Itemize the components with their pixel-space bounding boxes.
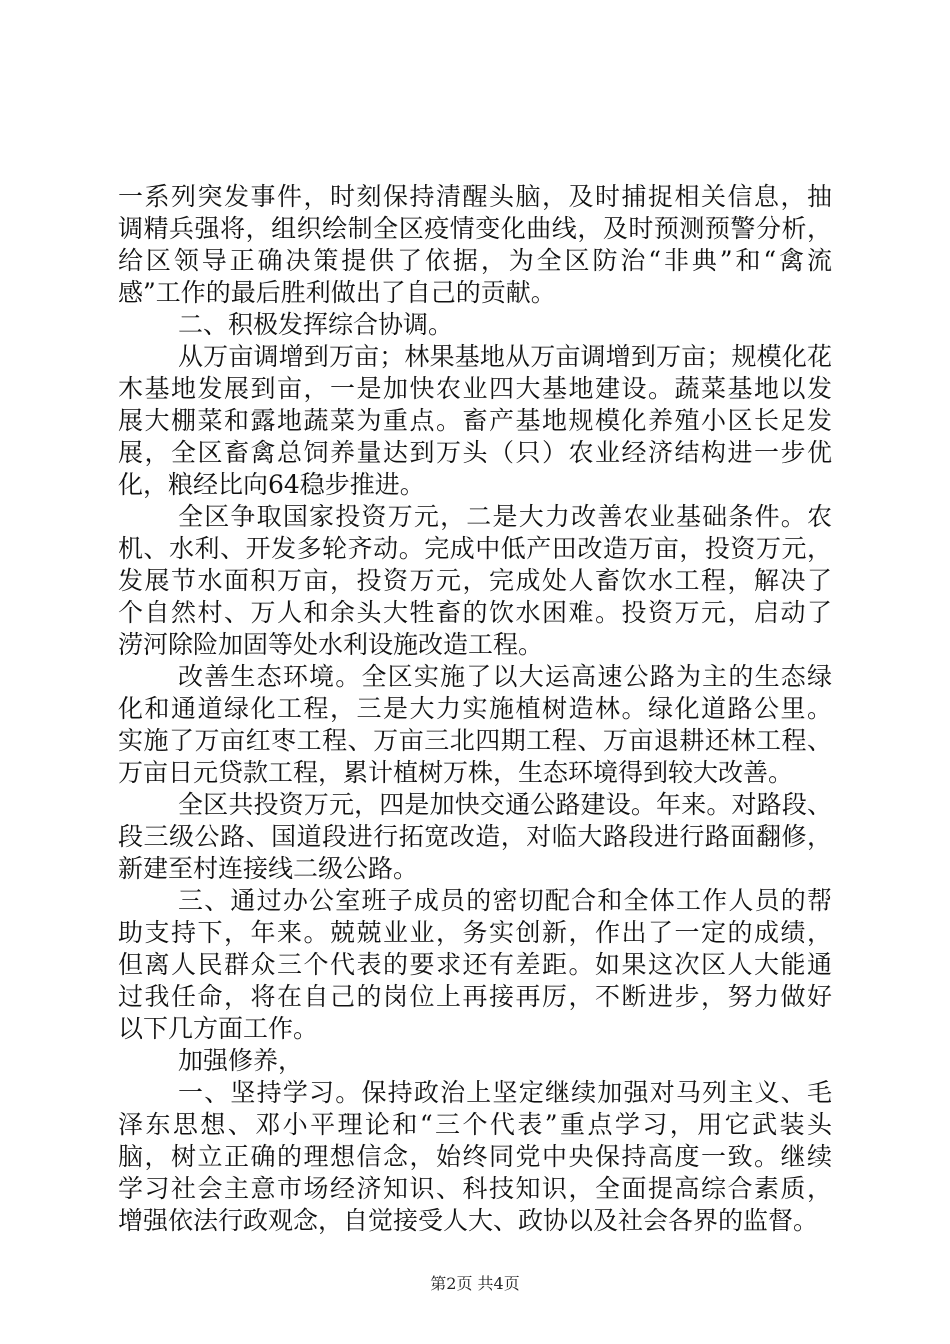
text-line: 过我任命，将在自己的岗位上再接再厉，不断进步，努力做好 [118,982,832,1011]
section-heading: 三、通过办公室班子成员的密切配合和全体工作人员的帮 [178,886,832,915]
text-line: 学习社会主意市场经济知识、科技知识，全面提高综合素质， [118,1174,832,1203]
text-line: 万亩日元贷款工程，累计植树万株，生态环境得到较大改善。 [118,758,794,787]
text-line: 化，粮经比向64稳步推进。 [118,470,425,499]
text-line: 给区领导正确决策提供了依据，为全区防治“非典”和“禽流 [118,246,832,275]
text-line: 但离人民群众三个代表的要求还有差距。如果这次区人大能通 [118,950,832,979]
text-line: 涝河除险加固等处水利设施改造工程。 [118,630,544,659]
section-heading: 一、坚持学习。保持政治上坚定继续加强对马列主义、毛 [178,1078,832,1107]
text-line: 一系列突发事件，时刻保持清醒头脑，及时捕捉相关信息，抽 [118,182,832,211]
text-line: 调精兵强将，组织绘制全区疫情变化曲线，及时预测预警分析， [118,214,832,243]
text-line: 加强修养， [178,1046,304,1075]
text-line: 新建至村连接线二级公路。 [118,854,419,883]
text-line: 助支持下，年来。兢兢业业，务实创新，作出了一定的成绩， [118,918,832,947]
text-line: 全区争取国家投资万元，二是大力改善农业基础条件。农 [178,502,832,531]
text-line: 泽东思想、邓小平理论和“三个代表”重点学习，用它武装头 [118,1110,832,1139]
text-line: 脑，树立正确的理想信念，始终同党中央保持高度一致。继续 [118,1142,832,1171]
section-heading: 二、积极发挥综合协调。 [178,310,454,339]
text-line: 展大棚菜和露地蔬菜为重点。畜产基地规模化养殖小区长足发 [118,406,832,435]
text-line: 以下几方面工作。 [118,1014,319,1043]
text-line: 段三级公路、国道段进行拓宽改造，对临大路段进行路面翻修， [118,822,832,851]
text-line: 感”工作的最后胜利做出了自己的贡献。 [118,278,556,307]
text-line: 化和通道绿化工程，三是大力实施植树造林。绿化道路公里。 [118,694,832,723]
text-line: 从万亩调增到万亩；林果基地从万亩调增到万亩；规模化花 [178,342,832,371]
text-line: 发展节水面积万亩，投资万元，完成处人畜饮水工程，解决了 [118,566,832,595]
text-line: 机、水利、开发多轮齐动。完成中低产田改造万亩，投资万元， [118,534,832,563]
text-line: 增强依法行政观念，自觉接受人大、政协以及社会各界的监督。 [118,1206,819,1235]
text-line: 木基地发展到亩，一是加快农业四大基地建设。蔬菜基地以发 [118,374,832,403]
text-line: 实施了万亩红枣工程、万亩三北四期工程、万亩退耕还林工程、 [118,726,832,755]
text-line: 个自然村、万人和余头大牲畜的饮水困难。投资万元，启动了 [118,598,832,627]
text-line: 全区共投资万元，四是加快交通公路建设。年来。对路段、 [178,790,832,819]
text-line: 改善生态环境。全区实施了以大运高速公路为主的生态绿 [178,662,832,691]
page-number-footer: 第2页 共4页 [430,1274,520,1293]
text-line: 展，全区畜禽总饲养量达到万头（只）农业经济结构进一步优 [118,438,832,467]
